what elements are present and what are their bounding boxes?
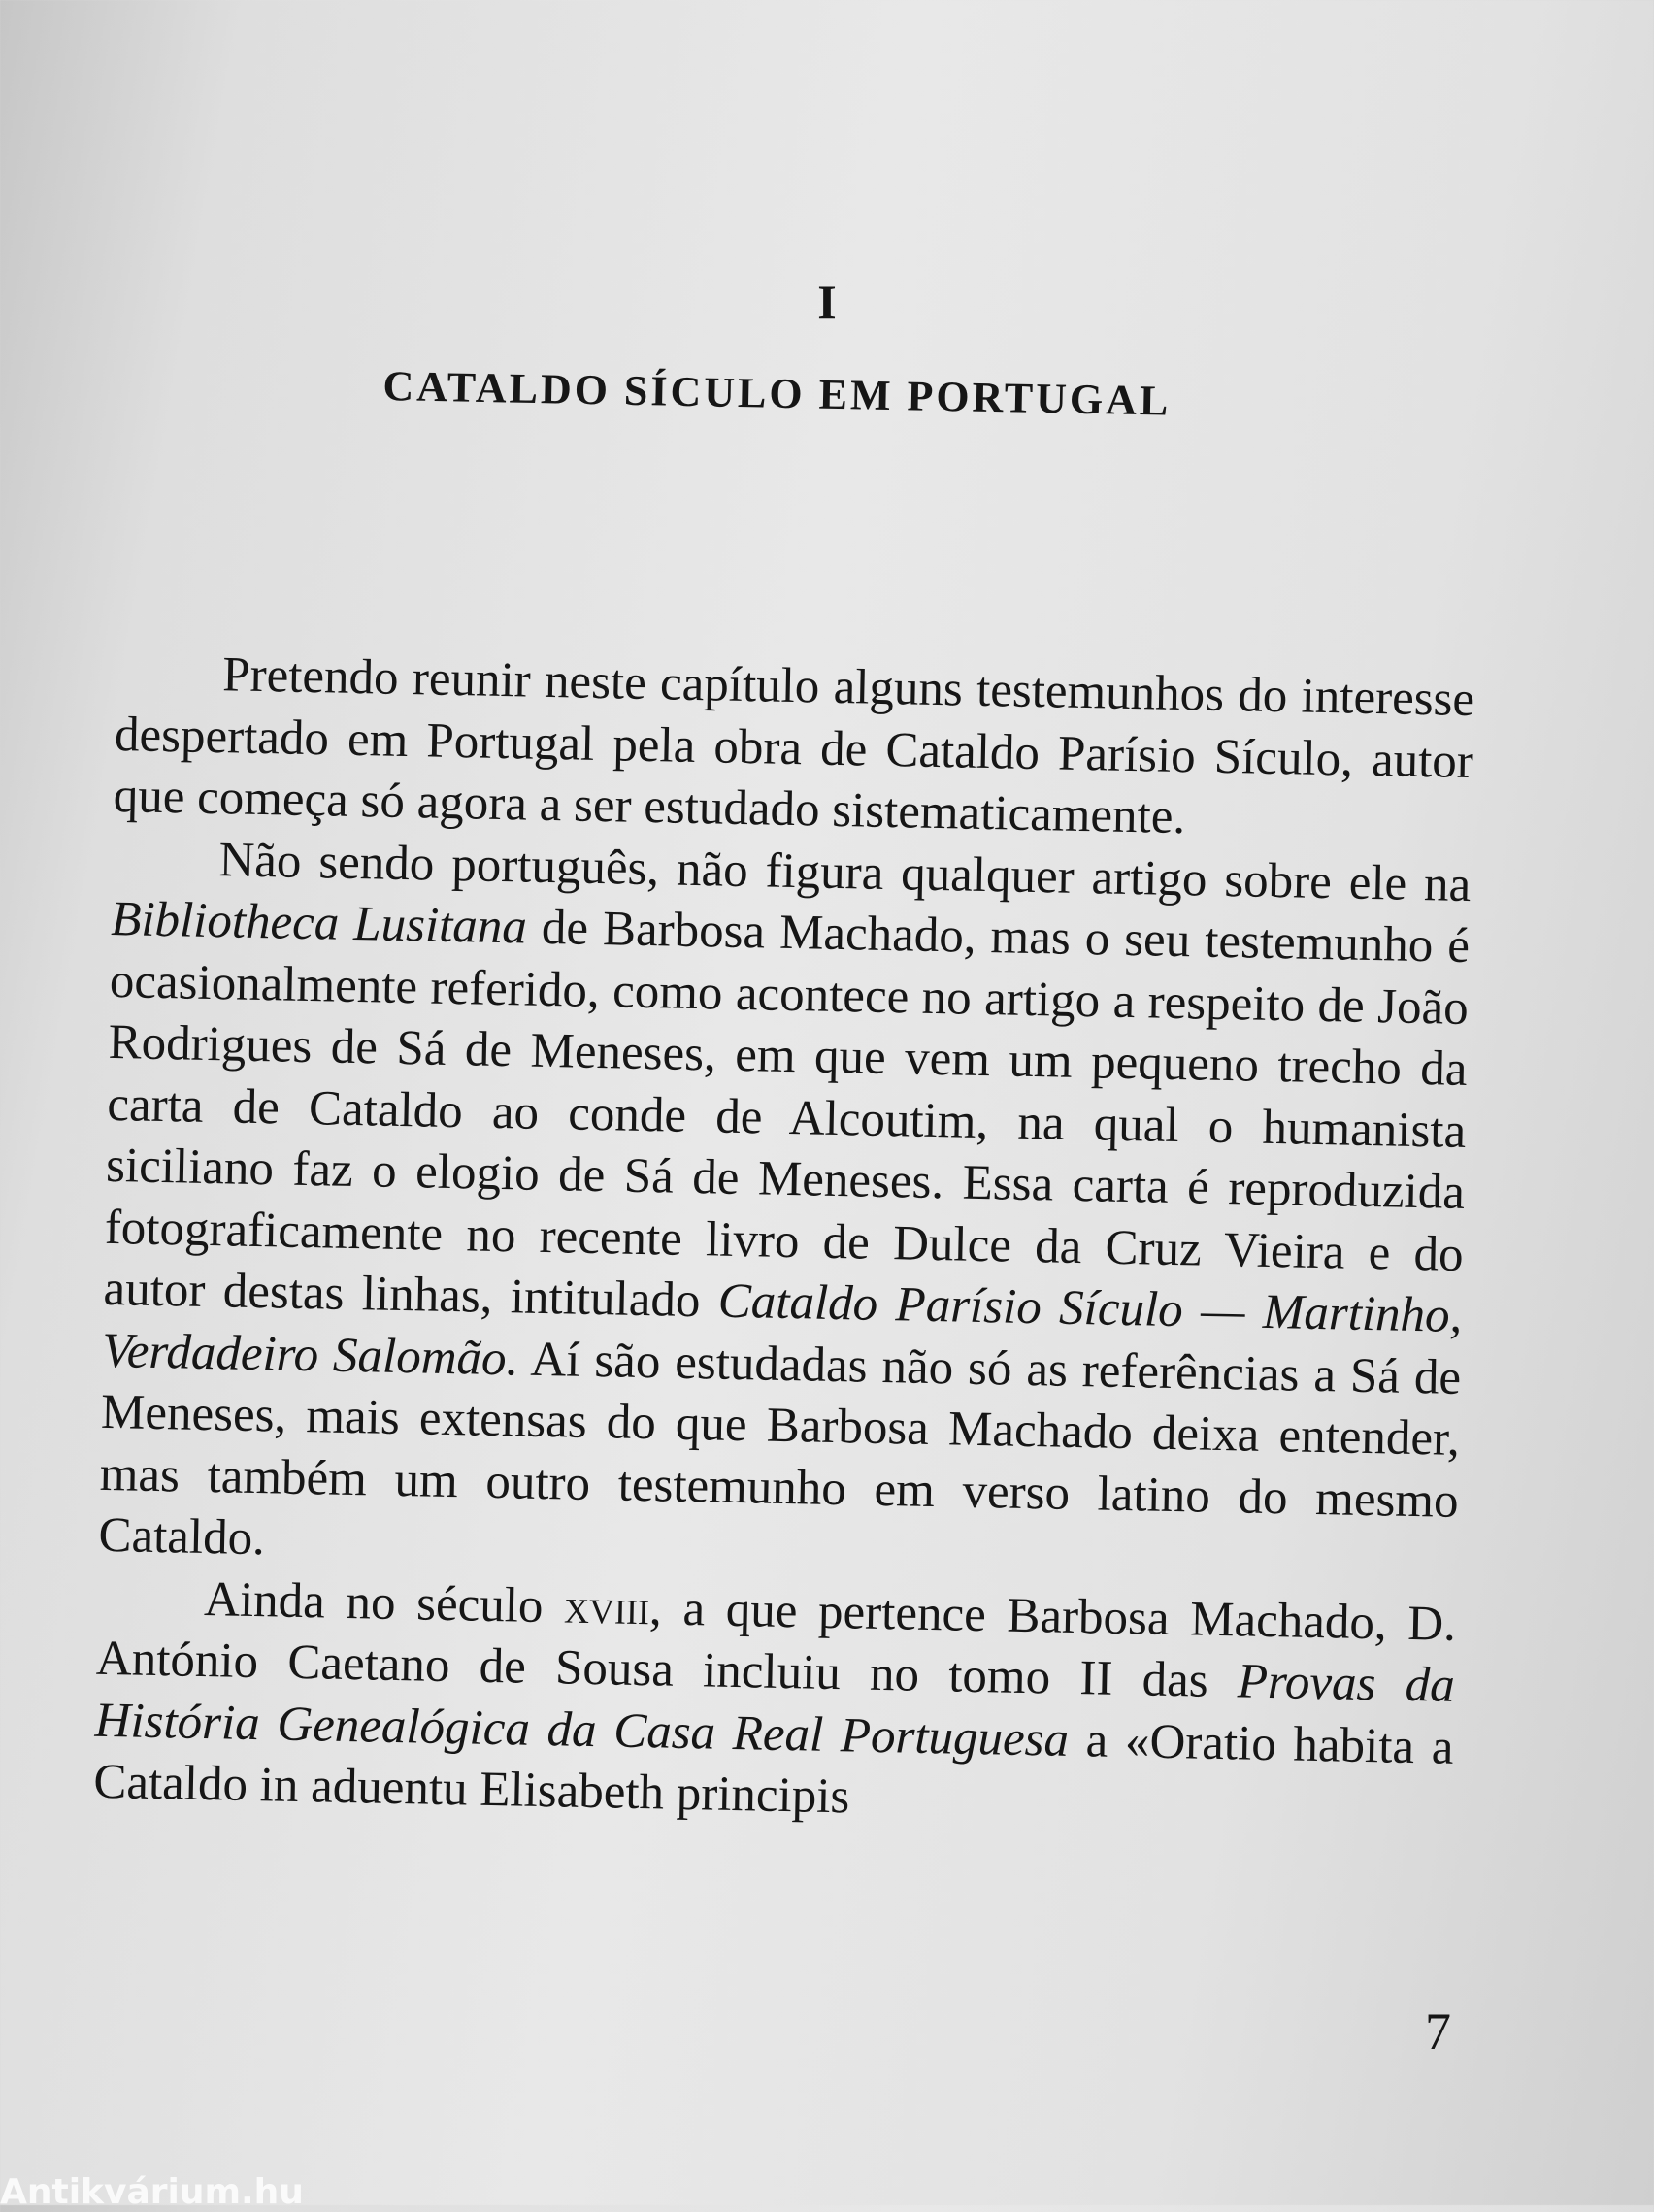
paragraph-2-part-3: Aí são estudadas não só as referências a Sá de Meneses, mais extensas do que Barbosa Machado deixa entender, mas também um outro testemunho em verso latino do mesmo Cataldo. — [97, 1331, 1462, 1567]
paragraph-3-part-1: Ainda no século — [203, 1571, 565, 1634]
paragraph-2 — [98, 827, 1472, 1594]
paragraph-3-part-3: a «Oratio habita a Cataldo in aduentu Elisabeth principis — [92, 1712, 1454, 1825]
chapter-number: I — [817, 275, 837, 329]
paragraph-1-text: Pretendo reunir neste capítulo alguns testemunhos do interesse despertado em Portugal pela obra de Cataldo Parísio Sículo, autor que começa só agora a ser estudado sistematicamente. — [113, 647, 1475, 845]
chapter-title: CATALDO SÍCULO EM PORTUGAL — [382, 361, 1172, 425]
book-title-bibliotheca-lusitana: Bibliotheca Lusitana — [110, 891, 528, 955]
book-title-cataldo-parisio-siculo: Cataldo Parísio Sículo — Martinho, Verdadeiro Salomão. — [101, 1273, 1463, 1386]
watermark-logo: Antikvárium.hu — [0, 2172, 304, 2212]
paragraph-2-part-2: de Barbosa Machado, mas o seu testemunho é ocasionalmente referido, como acontece no artigo a respeito de João Rodrigues de Sá de Meneses, em que vem um pequeno trecho da carta de Cataldo ao conde de Alcoutim, na qual o humanista siciliano faz o elogio de Sá de Meneses. Essa carta é reproduzida fotograficamente no recente livro de Dulce da Cruz Vieira e do autor destas linhas, intitulado — [103, 900, 1471, 1329]
paragraph-2-part-1: Não sendo português, não figura qualquer artigo sobre ele na — [217, 832, 1472, 912]
page-number: 7 — [1425, 2002, 1451, 2061]
paragraph-1 — [113, 643, 1475, 855]
century-numeral: xviii — [563, 1578, 650, 1635]
paragraph-3-part-2: , a que pertence Barbosa Machado, D. António Caetano de Sousa incluiu no tomo II das — [95, 1580, 1457, 1709]
book-title-provas-historia-genealogica: Provas da História Genealógica da Casa Real Portuguesa — [94, 1654, 1456, 1767]
body-text — [93, 643, 1475, 1840]
paragraph-3 — [93, 1567, 1457, 1840]
